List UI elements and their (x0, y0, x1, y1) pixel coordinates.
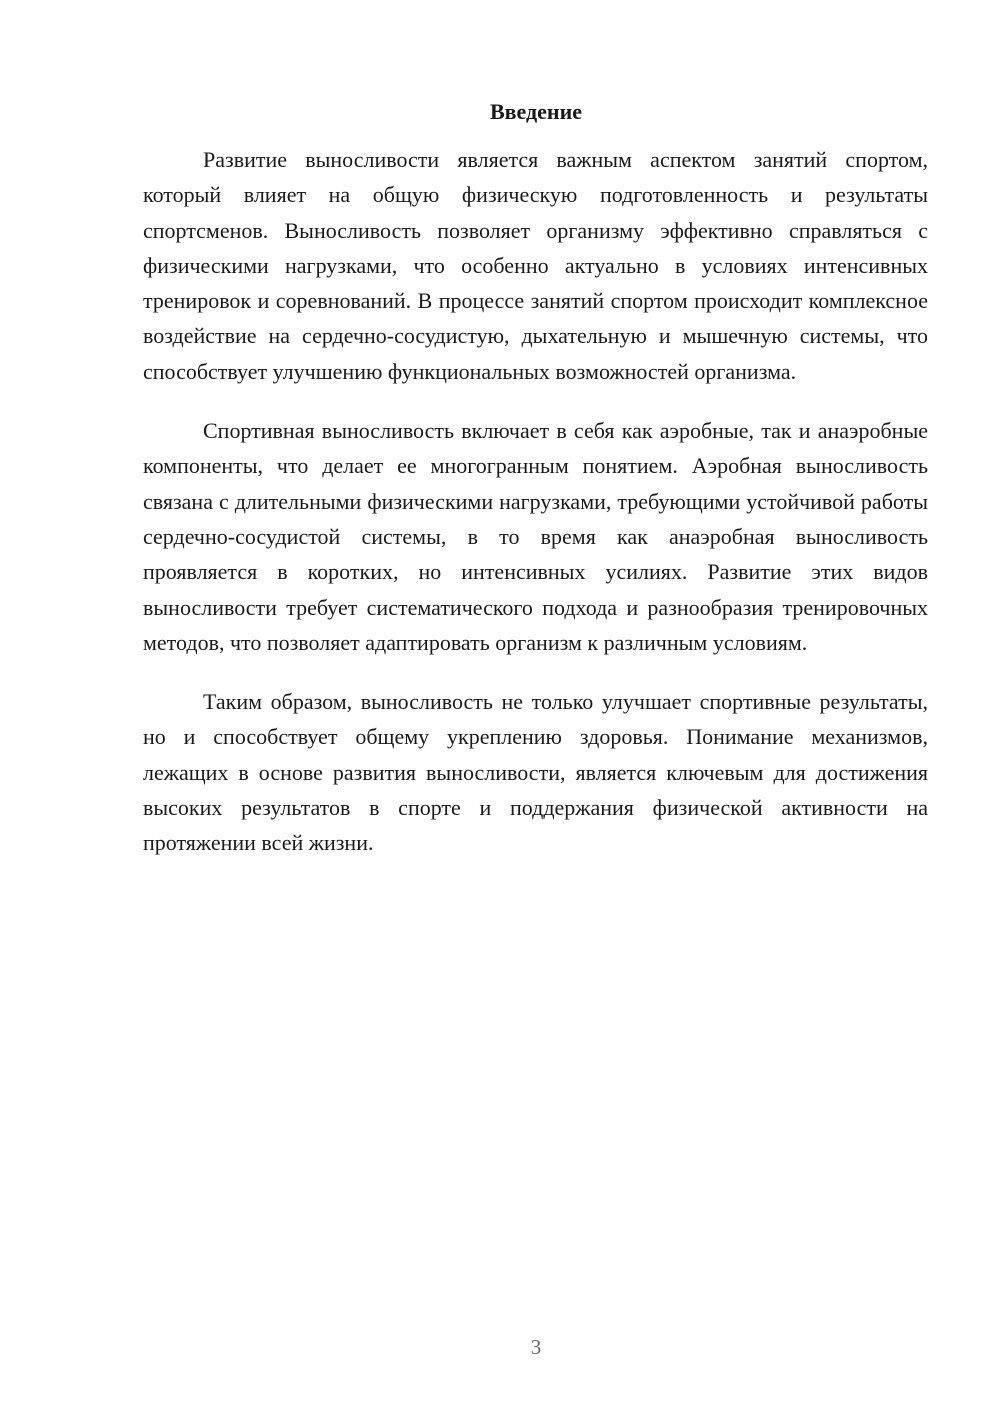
document-body (143, 142, 928, 885)
paragraph-2: Спортивная выносливость включает в себя как аэробные, так и анаэробные компоненты, что делает ее многогранным понятием. Аэробная выносливость связана с длительными физическими нагрузками, требующими устойчивой работы сердечно-сосудистой системы, в то время как анаэробная выносливость проявляется в коротких, но интенсивных усилиях. Развитие этих видов выносливости требует систематического подхода и разнообразия тренировочных методов, что позволяет адаптировать организм к различным условиям. (143, 418, 928, 655)
paragraph-1: Развитие выносливости является важным аспектом занятий спортом, который влияет на общую физическую подготовленность и результаты спортсменов. Выносливость позволяет организму эффективно справляться с физическими нагрузками, что особенно актуально в условиях интенсивных тренировок и соревнований. В процессе занятий спортом происходит комплексное воздействие на сердечно-сосудистую, дыхательную и мышечную системы, что способствует улучшению функциональных возможностей организма. (143, 147, 928, 384)
page-title: Введение (489, 99, 583, 124)
page-number: 3 (530, 1335, 542, 1359)
paragraph-3: Таким образом, выносливость не только улучшает спортивные результаты, но и способствует общему укреплению здоровья. Понимание механизмов, лежащих в основе развития выносливости, является ключевым для достижения высоких результатов в спорте и поддержания физической активности на протяжении всей жизни. (143, 689, 928, 856)
